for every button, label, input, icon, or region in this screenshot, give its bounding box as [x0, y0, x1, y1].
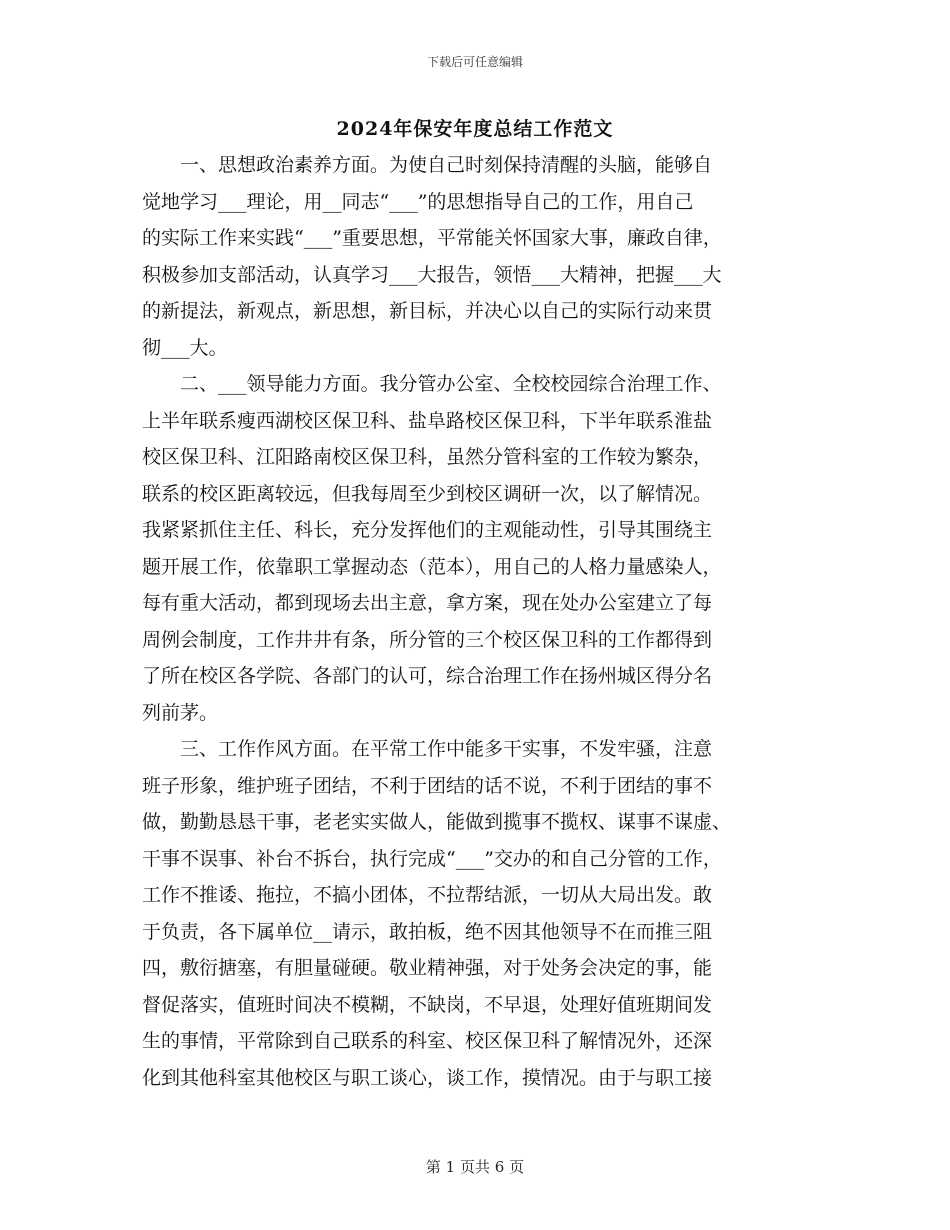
text-line: 彻___大。 — [142, 336, 228, 359]
text-line: 工作不推诿、拖拉，不搞小团体，不拉帮结派，一切从大局出发。敢 — [142, 884, 713, 906]
document-title: 2024年保安年度总结工作范文 — [336, 118, 614, 140]
text-line: 干事不误事、补台不拆台，执行完成“___”交办的和自己分管的工作， — [142, 847, 722, 870]
text-line: 化到其他科室其他校区与职工谈心，谈工作，摸情况。由于与职工接 — [142, 1066, 713, 1089]
text-line: 题开展工作，依靠职工掌握动态（范本），用自己的人格力量感染人， — [142, 555, 722, 578]
text-line: 积极参加支部活动，认真学习___大报告，领悟___大精神，把握___大 — [142, 263, 722, 286]
text-line: 做，勤勤恳恳干事，老老实实做人，能做到揽事不揽权、谋事不谋虚、 — [142, 811, 732, 833]
paragraph-2 — [142, 366, 822, 731]
text-line: 于负责，各下属单位__请示，敢拍板，绝不因其他领导不在而推三阻 — [142, 920, 713, 943]
text-line: 生的事情，平常除到自己联系的科室、校区保卫科了解情况外，还深 — [142, 1030, 713, 1052]
text-line: 班子形象，维护班子团结，不利于团结的话不说，不利于团结的事不 — [142, 774, 713, 797]
paragraph-1 — [142, 147, 822, 366]
text-line: 上半年联系瘦西湖校区保卫科、盐阜路校区保卫科，下半年联系淮盐 — [142, 409, 713, 432]
text-line: 列前茅。 — [142, 701, 219, 724]
text-line: 二、___领导能力方面。我分管办公室、全校校园综合治理工作、 — [142, 373, 722, 395]
text-line: 周例会制度，工作井井有条，所分管的三个校区保卫科的工作都得到 — [142, 628, 713, 651]
text-line: 督促落实，值班时间决不模糊，不缺岗，不早退，处理好值班期间发 — [142, 993, 713, 1016]
text-line: 觉地学习___理论，用__同志“___”的思想指导自己的工作，用自己 — [142, 190, 694, 213]
text-line: 四，敷衍搪塞，有胆量碰硬。敬业精神强，对于处务会决定的事，能 — [142, 957, 713, 979]
text-line: 每有重大活动，都到现场去出主意，拿方案，现在处办公室建立了每 — [142, 592, 713, 614]
text-line: 我紧紧抓住主任、科长，充分发挥他们的主观能动性，引导其围绕主 — [142, 519, 713, 541]
text-line: 的新提法，新观点，新思想，新目标，并决心以自己的实际行动来贯 — [142, 300, 713, 322]
page-header: 下载后可任意编辑 — [426, 55, 523, 69]
document-body — [142, 147, 822, 1096]
text-line: 一、思想政治素养方面。为使自己时刻保持清醒的头脑，能够自 — [142, 154, 713, 176]
text-line: 三、工作作风方面。在平常工作中能多干实事，不发牢骚，注意 — [142, 738, 713, 760]
page-footer: 第 1 页共 6 页 — [425, 1158, 525, 1176]
paragraph-3 — [142, 731, 822, 1096]
text-line: 联系的校区距离较远，但我每周至少到校区调研一次，以了解情况。 — [142, 482, 713, 505]
text-line: 校区保卫科、江阳路南校区保卫科，虽然分管科室的工作较为繁杂， — [142, 446, 713, 468]
text-line: 的实际工作来实践“___”重要思想，平常能关怀国家大事，廉政自律， — [142, 227, 722, 249]
text-line: 了所在校区各学院、各部门的认可，综合治理工作在扬州城区得分名 — [142, 665, 713, 687]
